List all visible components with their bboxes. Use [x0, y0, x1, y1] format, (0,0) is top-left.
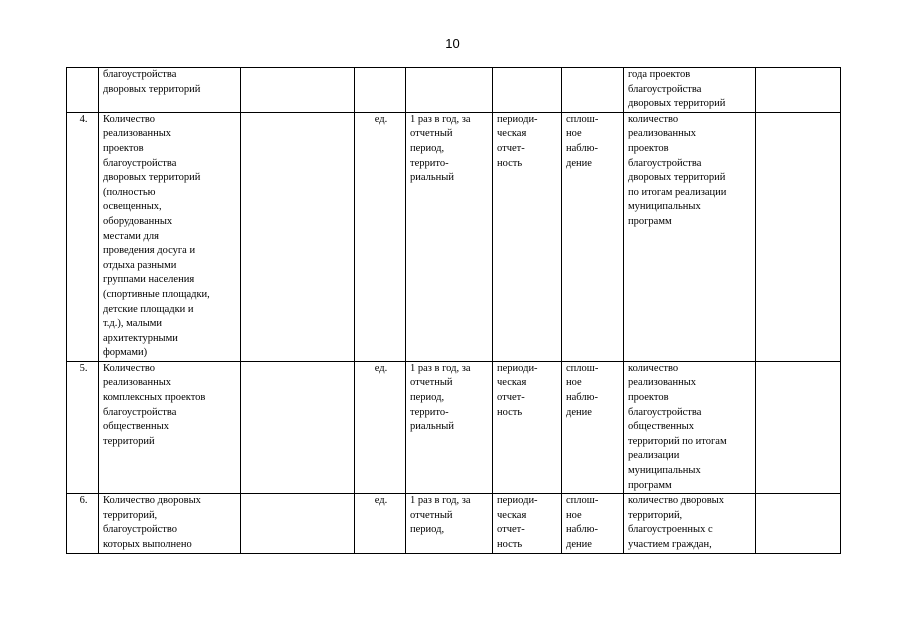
frequency-cell	[406, 68, 493, 113]
reporting-type-cell: периоди- ческая отчет- ность	[493, 494, 562, 554]
empty-cell	[756, 68, 841, 113]
row-number-cell: 6.	[67, 494, 99, 554]
empty-cell	[756, 112, 841, 361]
observation-method-cell: сплош- ное наблю- дение	[562, 112, 624, 361]
table-row	[67, 68, 841, 113]
frequency-cell: 1 раз в год, за отчетный период, террито- риальный	[406, 361, 493, 493]
description-cell: года проектов благоустройства дворовых территорий	[624, 68, 756, 113]
empty-cell	[756, 494, 841, 554]
table-row	[67, 361, 841, 493]
frequency-cell: 1 раз в год, за отчетный период,	[406, 494, 493, 554]
unit-cell: ед.	[355, 361, 406, 493]
row-number-cell	[67, 68, 99, 113]
observation-method-cell: сплош- ное наблю- дение	[562, 494, 624, 554]
empty-cell	[241, 361, 355, 493]
description-cell: количество реализованных проектов благоустройства общественных территорий по итогам реализации муниципальных программ	[624, 361, 756, 493]
indicators-table	[66, 67, 841, 554]
unit-cell	[355, 68, 406, 113]
unit-cell: ед.	[355, 112, 406, 361]
description-cell: количество дворовых территорий, благоустроенных с участием граждан,	[624, 494, 756, 554]
empty-cell	[241, 68, 355, 113]
empty-cell	[241, 112, 355, 361]
observation-method-cell	[562, 68, 624, 113]
reporting-type-cell: периоди- ческая отчет- ность	[493, 112, 562, 361]
empty-cell	[241, 494, 355, 554]
frequency-cell: 1 раз в год, за отчетный период, террито- риальный	[406, 112, 493, 361]
indicator-name-cell: Количество реализованных комплексных проектов благоустройства общественных территорий	[99, 361, 241, 493]
table-row	[67, 112, 841, 361]
table-row	[67, 494, 841, 554]
page-number: 10	[445, 36, 460, 51]
indicator-name-cell: Количество реализованных проектов благоустройства дворовых территорий (полностью освещенных, оборудованных местами для проведения досуга и отдыха разными группами населения (спортивные площадки, детские площадки и т.д.), малыми архитектурными формами)	[99, 112, 241, 361]
observation-method-cell: сплош- ное наблю- дение	[562, 361, 624, 493]
empty-cell	[756, 361, 841, 493]
row-number-cell: 5.	[67, 361, 99, 493]
unit-cell: ед.	[355, 494, 406, 554]
indicator-name-cell: Количество дворовых территорий, благоустройство которых выполнено	[99, 494, 241, 554]
reporting-type-cell	[493, 68, 562, 113]
description-cell: количество реализованных проектов благоустройства дворовых территорий по итогам реализации муниципальных программ	[624, 112, 756, 361]
indicator-name-cell: благоустройства дворовых территорий	[99, 68, 241, 113]
reporting-type-cell: периоди- ческая отчет- ность	[493, 361, 562, 493]
row-number-cell: 4.	[67, 112, 99, 361]
